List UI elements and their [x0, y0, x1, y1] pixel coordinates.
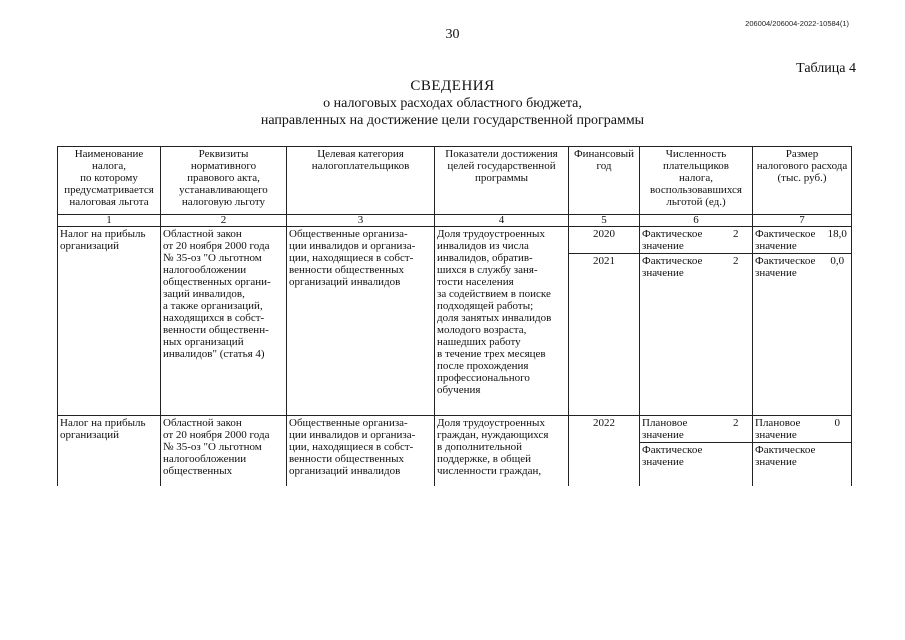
target-category-cell: Общественные организа- ции инвалидов и организа- ции, находящиеся в собст- венности общественных организаций инвалидов [287, 227, 435, 416]
fiscal-year-cell: 2021 [569, 254, 640, 416]
column-number: 3 [287, 215, 435, 227]
tax-name-cell: Налог на прибыль организаций [58, 416, 161, 486]
expense-label-cell: Фактическое значение [753, 443, 824, 486]
heading-subtitle-1: о налоговых расходах областного бюджета, [323, 96, 582, 111]
column-number: 5 [569, 215, 640, 227]
legal-act-cell: Областной закон от 20 ноября 2000 года № 35-оз "О льготном налогообложении общественных [161, 416, 287, 486]
tax-name-cell: Налог на прибыль организаций [58, 227, 161, 416]
column-number-row [58, 215, 852, 227]
column-number: 2 [161, 215, 287, 227]
payers-value-cell: 2 [720, 227, 753, 254]
expense-value-cell: 0,0 [824, 254, 852, 416]
payers-label-cell: Плановое значение [640, 416, 720, 443]
legal-act-cell: Областной закон от 20 ноября 2000 года № 35-оз "О льготном налогообложении общественных органи- заций инвалидов, а также организаций, находящихся в собст- венности общественн- ных организаций инвалидов" (статья 4) [161, 227, 287, 416]
fiscal-year-cell: 2022 [569, 416, 640, 486]
indicator-cell: Доля трудоустроенных граждан, нуждающихся в дополнительной поддержке, в общей численности граждан, [435, 416, 569, 486]
payers-label-cell: Фактическое значение [640, 227, 720, 254]
table-row [58, 227, 852, 254]
expense-label-cell: Плановое значение [753, 416, 824, 443]
payers-label-cell: Фактическое значение [640, 254, 720, 416]
fiscal-year-cell: 2020 [569, 227, 640, 254]
expense-value-cell: 18,0 [824, 227, 852, 254]
payers-value-cell [720, 443, 753, 486]
document-id: 206004/206004-2022-10584(1) [745, 19, 849, 28]
header-expense-amount: Размер налогового расхода (тыс. руб.) [753, 147, 852, 215]
header-fiscal-year: Финансовый год [569, 147, 640, 215]
header-indicators: Показатели достижения целей государственной программы [435, 147, 569, 215]
payers-label-cell: Фактическое значение [640, 443, 720, 486]
heading-subtitle-2: направленных на достижение цели государственной программы [260, 113, 645, 128]
table-label: Таблица 4 [796, 61, 856, 76]
expense-label-cell: Фактическое значение [753, 227, 824, 254]
column-number: 4 [435, 215, 569, 227]
table-row [58, 416, 852, 443]
tax-expenditure-table [57, 146, 852, 486]
payers-value-cell: 2 [720, 254, 753, 416]
header-row [58, 147, 852, 215]
expense-value-cell: 0 [824, 416, 852, 443]
column-number: 7 [753, 215, 852, 227]
payers-value-cell: 2 [720, 416, 753, 443]
column-number: 1 [58, 215, 161, 227]
target-category-cell: Общественные организа- ции инвалидов и организа- ции, находящиеся в собст- венности общественных организаций инвалидов [287, 416, 435, 486]
header-tax-name: Наименование налога, по которому предусматривается налоговая льгота [58, 147, 161, 215]
header-payers-count: Численность плательщиков налога, воспользовавшихся льготой (ед.) [640, 147, 753, 215]
column-number: 6 [640, 215, 753, 227]
expense-value-cell [824, 443, 852, 486]
indicator-cell: Доля трудоустроенных инвалидов из числа инвалидов, обратив- шихся в службу заня- тости населения за содействием в поиске подходящей работы; доля занятых инвалидов молодого возраста, нашедших работу в течение трех месяцев после прохождения профессионального обучения [435, 227, 569, 416]
expense-label-cell: Фактическое значение [753, 254, 824, 416]
header-legal-act: Реквизиты нормативного правового акта, устанавливающего налоговую льготу [161, 147, 287, 215]
page-number: 30 [445, 27, 460, 42]
header-target-category: Целевая категория налогоплательщиков [287, 147, 435, 215]
document-heading [0, 78, 905, 129]
heading-title: СВЕДЕНИЯ [410, 78, 495, 94]
